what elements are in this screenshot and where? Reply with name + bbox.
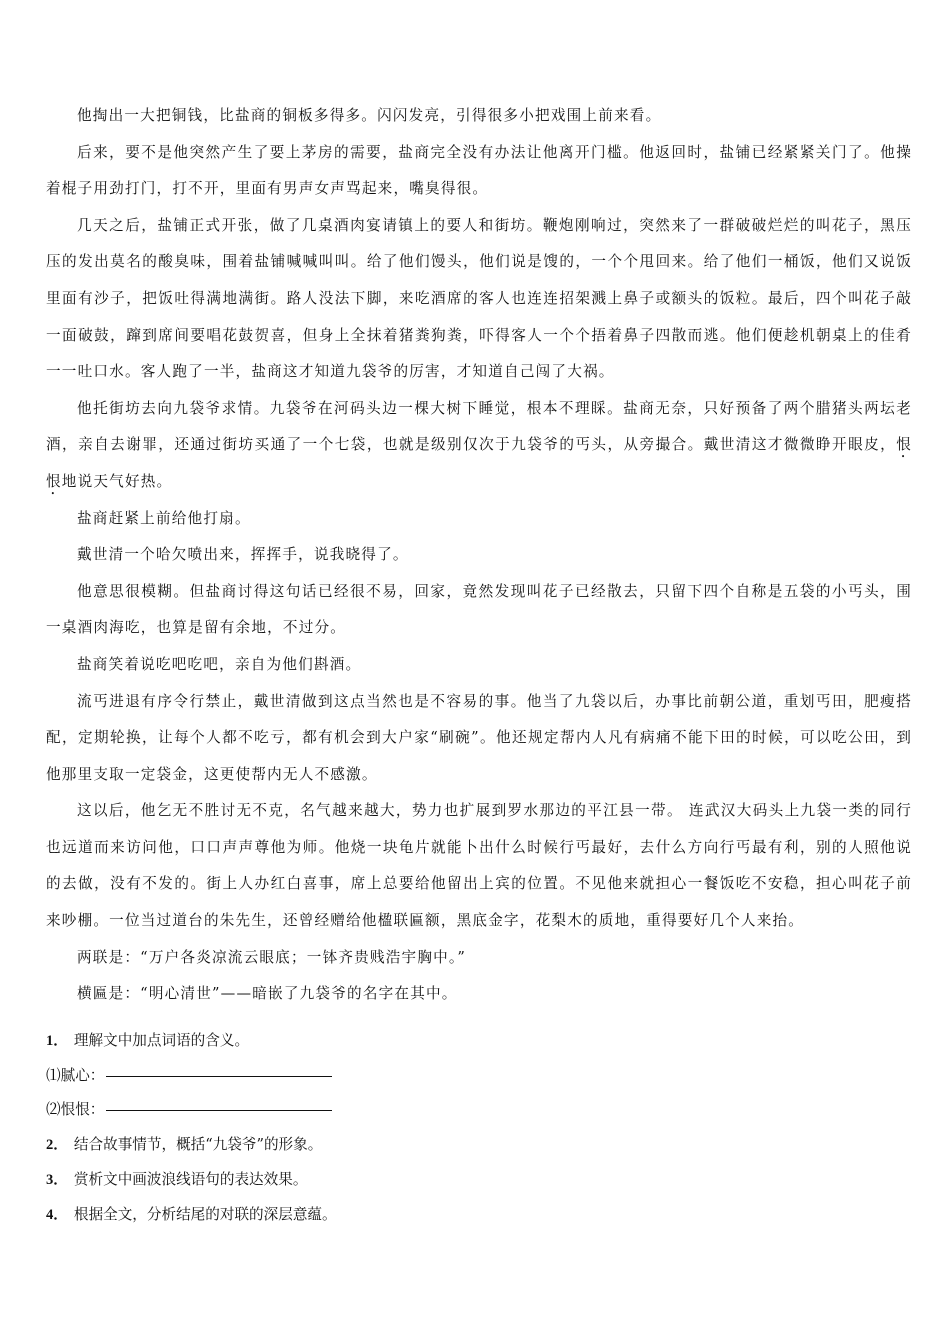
answer-blank-2[interactable]: [106, 1109, 332, 1111]
question-1-sub-1: [46, 1059, 912, 1094]
paragraph-7: 他意思很模糊。但盐商讨得这句话已经很不易，回家，竟然发现叫花子已经散去，只留下四个自称是五袋的小丐头，围一桌酒肉海吃，也算是留有余地，不过分。: [46, 582, 912, 637]
paragraph-2: 后来，要不是他突然产生了要上茅房的需要，盐商完全没有办法让他离开门槛。他返回时，盐铺已经紧紧关门了。他操着棍子用劲打门，打不开，里面有男声女声骂起来，嘴臭得很。: [46, 143, 912, 198]
question-1-number: 1．: [46, 1033, 68, 1049]
paragraph-5: 盐商赶紧上前给他打扇。: [77, 509, 251, 527]
paragraph-8: 盐商笑着说吃吧吃吧，亲自为他们斟酒。: [77, 655, 362, 673]
paragraph-4: [46, 391, 912, 501]
passage-body: [46, 98, 912, 1013]
paragraph-9: 流丐进退有序令行禁止，戴世清做到这点当然也是不容易的事。他当了九袋以后，办事比前朝公道，重划丐田，肥瘦搭配，定期轮换，让每个人都不吃亏，都有机会到大户家“刷碗”。他还规定帮内人凡有病痛不能下田的时候，可以吃公田，到他那里支取一定袋金，这更使帮内无人不感激。: [46, 692, 912, 783]
question-3-text: 赏析文中画波浪线语句的表达效果。: [73, 1170, 308, 1188]
question-3-number: 3．: [46, 1171, 68, 1188]
question-3: [46, 1163, 912, 1198]
question-1-sub-2: [46, 1093, 912, 1128]
questions-section: [46, 1024, 912, 1232]
paragraph-4-before: 他托街坊去向九袋爷求情。九袋爷在河码头边一棵大树下睡觉，根本不理睬。盐商无奈，只好预备了两个腊猪头两坛老酒，亲自去谢罪，还通过街坊买通了一个七袋，也就是级别仅次于九袋爷的丐头，从旁撮合。戴世清这才微微睁开眼皮，: [46, 399, 912, 454]
paragraph-plaque: 横匾是：“明心清世”——暗嵌了九袋爷的名字在其中。: [77, 985, 458, 1003]
answer-blank-1[interactable]: [106, 1075, 332, 1077]
paragraph-10: 这以后，他乞无不胜讨无不克，名气越来越大，势力也扩展到罗水那边的平江县一带。 连武汉大码头上九袋一类的同行也远道而来访问他，口口声声尊他为师。他烧一块龟片就能卜出什么时候行丐最好，去什么方向行丐最有利，别的人照他说的去做，没有不发的。街上人办红白喜事，席上总要给他留出上宾的位置。不见他来就担心一餐饭吃不安稳，担心叫花子前来吵棚。一位当过道台的朱先生，还曾经赠给他楹联匾额，黑底金字，花梨木的质地，重得要好几个人来抬。: [46, 802, 912, 930]
question-2: [46, 1128, 912, 1163]
sub-2-label: ⑵恨恨：: [46, 1101, 105, 1119]
question-1-text: 理解文中加点词语的含义。: [73, 1032, 250, 1049]
question-1: [46, 1024, 912, 1059]
paragraph-6: 戴世清一个哈欠喷出来，挥挥手，说我晓得了。: [77, 546, 409, 564]
question-4-text: 根据全文，分析结尾的对联的深层意蕴。: [73, 1205, 337, 1223]
paragraph-3: 几天之后，盐铺正式开张，做了几桌酒肉宴请镇上的要人和街坊。鞭炮刚响过，突然来了一群破破烂烂的叫花子，黑压压的发出莫名的酸臭味，围着盐铺喊喊叫叫。给了他们馒头，他们说是馊的，一个个甩回来。给了他们一桶饭，他们又说饭里面有沙子，把饭吐得满地满街。路人没法下脚，来吃酒席的客人也连连招架溅上鼻子或额头的饭粒。最后，四个叫花子敲一面破鼓，蹿到席间要唱花鼓贺喜，但身上全抹着猪粪狗粪，吓得客人一个个捂着鼻子四散而逃。他们便趁机朝桌上的佳肴一一吐口水。客人跑了一半，盐商这才知道九袋爷的厉害，才知道自己闯了大祸。: [46, 216, 912, 381]
question-4: [46, 1198, 912, 1233]
paragraph-4-after: 地说天气好热。: [61, 472, 173, 490]
question-2-number: 2．: [46, 1137, 68, 1154]
dotted-word-henhen: 恨恨: [46, 436, 912, 490]
paragraph-couplet: 两联是：“万户各炎凉流云眼底；一钵齐贵贱浩宇胸中。”: [77, 948, 467, 966]
sub-1-label: ⑴腻心：: [46, 1066, 105, 1084]
question-2-text: 结合故事情节，概括“九袋爷”的形象。: [73, 1136, 323, 1154]
paragraph-1: 他掏出一大把铜钱，比盐商的铜板多得多。闪闪发亮，引得很多小把戏围上前来看。: [77, 107, 662, 124]
question-4-number: 4．: [46, 1206, 68, 1223]
